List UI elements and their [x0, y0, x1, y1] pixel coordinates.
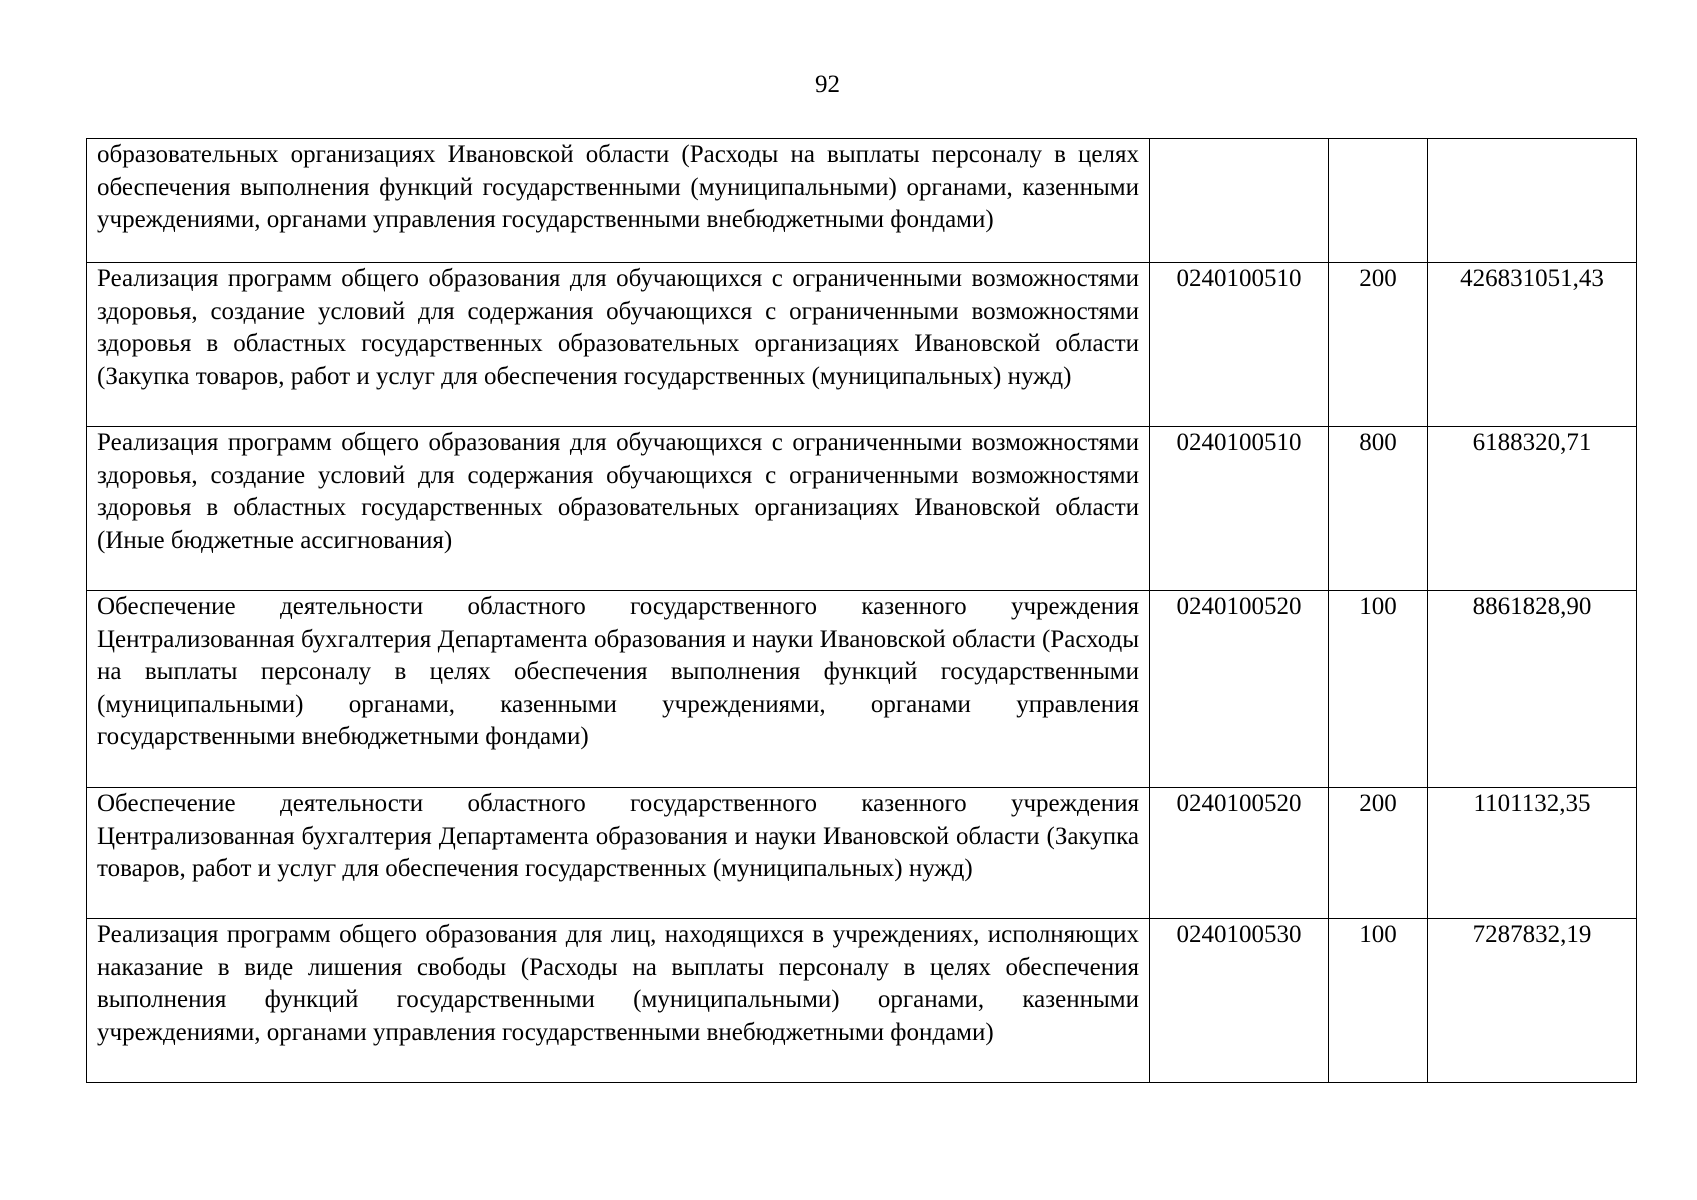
- row-code: 0240100530: [1150, 919, 1329, 1083]
- row-expense-type: 800: [1329, 427, 1428, 591]
- row-amount: 426831051,43: [1428, 263, 1637, 427]
- row-description: Обеспечение деятельности областного государственного казенного учреждения Централизованная бухгалтерия Департамента образования и науки Ивановской области (Закупка товаров, работ и услуг для обеспечения государственных (муниципальных) нужд): [87, 788, 1150, 919]
- row-code: [1150, 139, 1329, 263]
- row-description: Реализация программ общего образования для обучающихся с ограниченными возможностями здоровья, создание условий для содержания обучающихся с ограниченными возможностями здоровья в областных государственных образовательных организациях Ивановской области (Иные бюджетные ассигнования): [87, 427, 1150, 591]
- page-number: 92: [815, 71, 840, 98]
- row-code: 0240100510: [1150, 427, 1329, 591]
- table-row: [87, 919, 1637, 1083]
- row-amount: [1428, 139, 1637, 263]
- row-expense-type: 100: [1329, 919, 1428, 1083]
- table-row: [87, 788, 1637, 919]
- row-amount: 7287832,19: [1428, 919, 1637, 1083]
- row-description: Обеспечение деятельности областного государственного казенного учреждения Централизованная бухгалтерия Департамента образования и науки Ивановской области (Расходы на выплаты персоналу в целях обеспечения выполнения функций государственными (муниципальными) органами, казенными учреждениями, органами управления государственными внебюджетными фондами): [87, 591, 1150, 788]
- table-row: [87, 591, 1637, 788]
- row-amount: 8861828,90: [1428, 591, 1637, 788]
- row-description: Реализация программ общего образования для обучающихся с ограниченными возможностями здоровья, создание условий для содержания обучающихся с ограниченными возможностями здоровья в областных государственных образовательных организациях Ивановской области (Закупка товаров, работ и услуг для обеспечения государственных (муниципальных) нужд): [87, 263, 1150, 427]
- row-expense-type: 100: [1329, 591, 1428, 788]
- row-code: 0240100520: [1150, 591, 1329, 788]
- row-amount: 6188320,71: [1428, 427, 1637, 591]
- table-row: [87, 263, 1637, 427]
- row-expense-type: 200: [1329, 263, 1428, 427]
- row-description: образовательных организациях Ивановской области (Расходы на выплаты персоналу в целях обеспечения выполнения функций государственными (муниципальными) органами, казенными учреждениями, органами управления государственными внебюджетными фондами): [87, 139, 1150, 263]
- row-code: 0240100510: [1150, 263, 1329, 427]
- row-code: 0240100520: [1150, 788, 1329, 919]
- row-expense-type: 200: [1329, 788, 1428, 919]
- row-amount: 1101132,35: [1428, 788, 1637, 919]
- row-expense-type: [1329, 139, 1428, 263]
- table-row: [87, 427, 1637, 591]
- row-description: Реализация программ общего образования для лиц, находящихся в учреждениях, исполняющих наказание в виде лишения свободы (Расходы на выплаты персоналу в целях обеспечения выполнения функций государственными (муниципальными) органами, казенными учреждениями, органами управления государственными внебюджетными фондами): [87, 919, 1150, 1083]
- budget-table: [86, 138, 1637, 1083]
- table-row: [87, 139, 1637, 263]
